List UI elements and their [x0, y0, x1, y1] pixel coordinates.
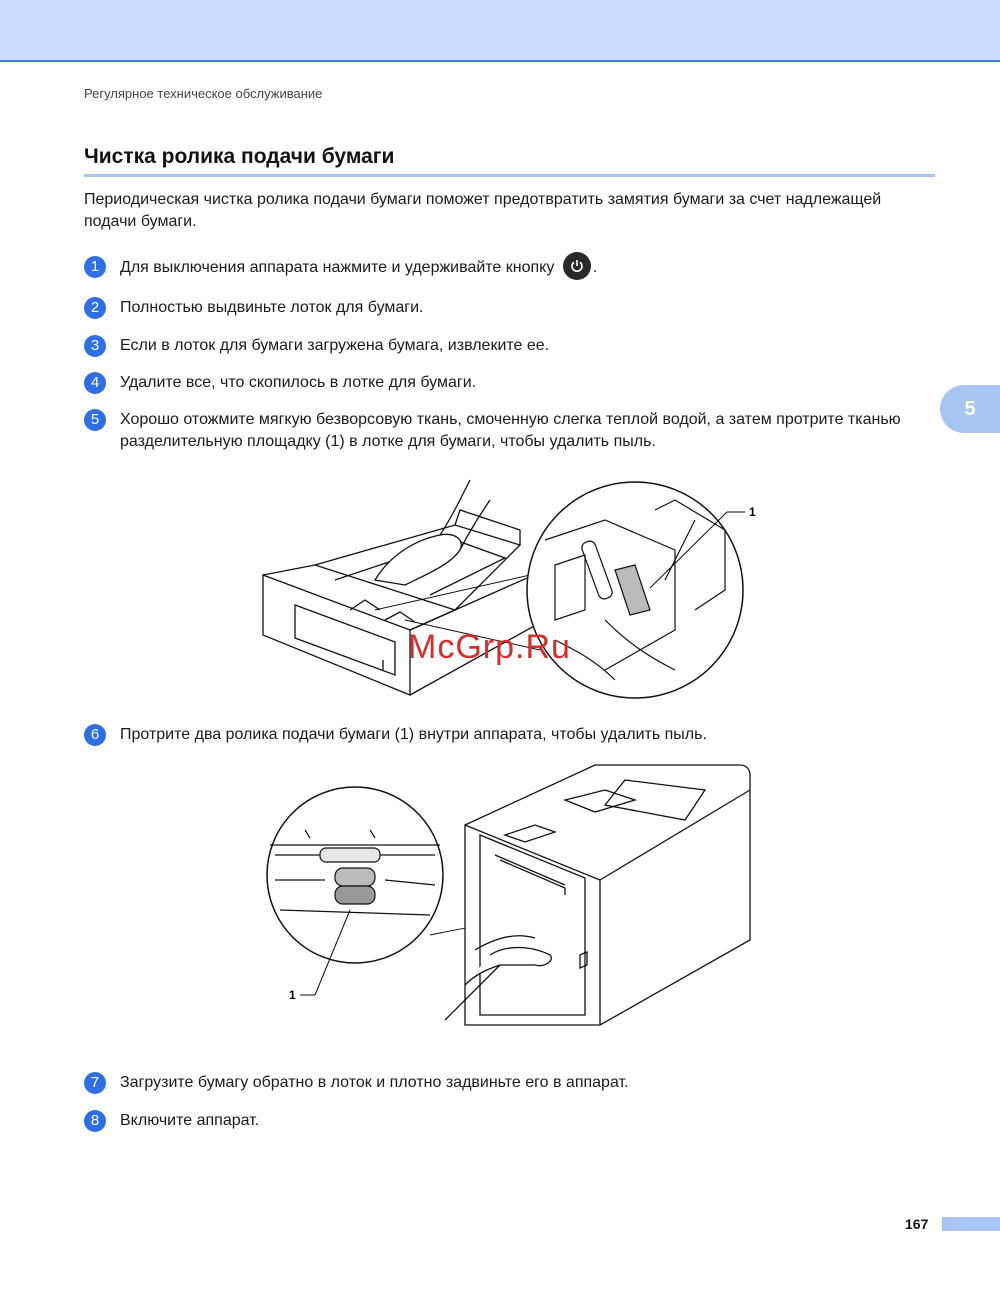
- step-number: 1: [84, 256, 106, 278]
- step-text: Протрите два ролика подачи бумаги (1) внутри аппарата, чтобы удалить пыль.: [120, 726, 707, 743]
- step-text-after: .: [592, 259, 598, 277]
- step-text: Если в лоток для бумаги загружена бумага, извлеките ее.: [120, 337, 550, 354]
- figure2-callout: 1: [289, 988, 296, 1002]
- running-header: Регулярное техническое обслуживание: [84, 86, 323, 101]
- step-number: 6: [84, 724, 106, 746]
- step-number: 4: [84, 372, 106, 394]
- power-icon: [563, 252, 591, 280]
- watermark: McGrp.Ru: [408, 628, 571, 666]
- title-underline: [84, 174, 935, 177]
- step-text: Удалите все, что скопилось в лотке для бумаги.: [120, 374, 477, 391]
- section-title: Чистка ролика подачи бумаги: [84, 145, 395, 168]
- step-text: [120, 256, 935, 280]
- page-number-tab: [942, 1217, 1000, 1231]
- figure1-callout: 1: [749, 505, 756, 519]
- step-text: Хорошо отожмите мягкую безворсовую ткань, смоченную слегка теплой водой, а затем протрите тканью разделительную площадку (1) в лотке для бумаги, чтобы удалить пыль.: [120, 411, 901, 450]
- step-number: 2: [84, 297, 106, 319]
- step-text-before: Для выключения аппарата нажмите и удерживайте кнопку: [120, 259, 555, 277]
- step-text: Полностью выдвиньте лоток для бумаги.: [120, 299, 424, 316]
- step-text: Загрузите бумагу обратно в лоток и плотно задвиньте его в аппарат.: [120, 1074, 629, 1091]
- step-number: 5: [84, 409, 106, 431]
- step-number: 7: [84, 1072, 106, 1094]
- intro-paragraph: Периодическая чистка ролика подачи бумаги поможет предотвратить замятия бумаги за счет надлежащей подачи бумаги.: [84, 191, 882, 230]
- step-number: 8: [84, 1110, 106, 1132]
- header-band: [0, 0, 1000, 60]
- chapter-tab: 5: [940, 385, 1000, 433]
- step-number: 3: [84, 335, 106, 357]
- page-number: 167: [905, 1216, 929, 1232]
- header-rule: [0, 60, 1000, 62]
- step-text: Включите аппарат.: [120, 1112, 260, 1129]
- figure-printer-rollers: [265, 760, 755, 1030]
